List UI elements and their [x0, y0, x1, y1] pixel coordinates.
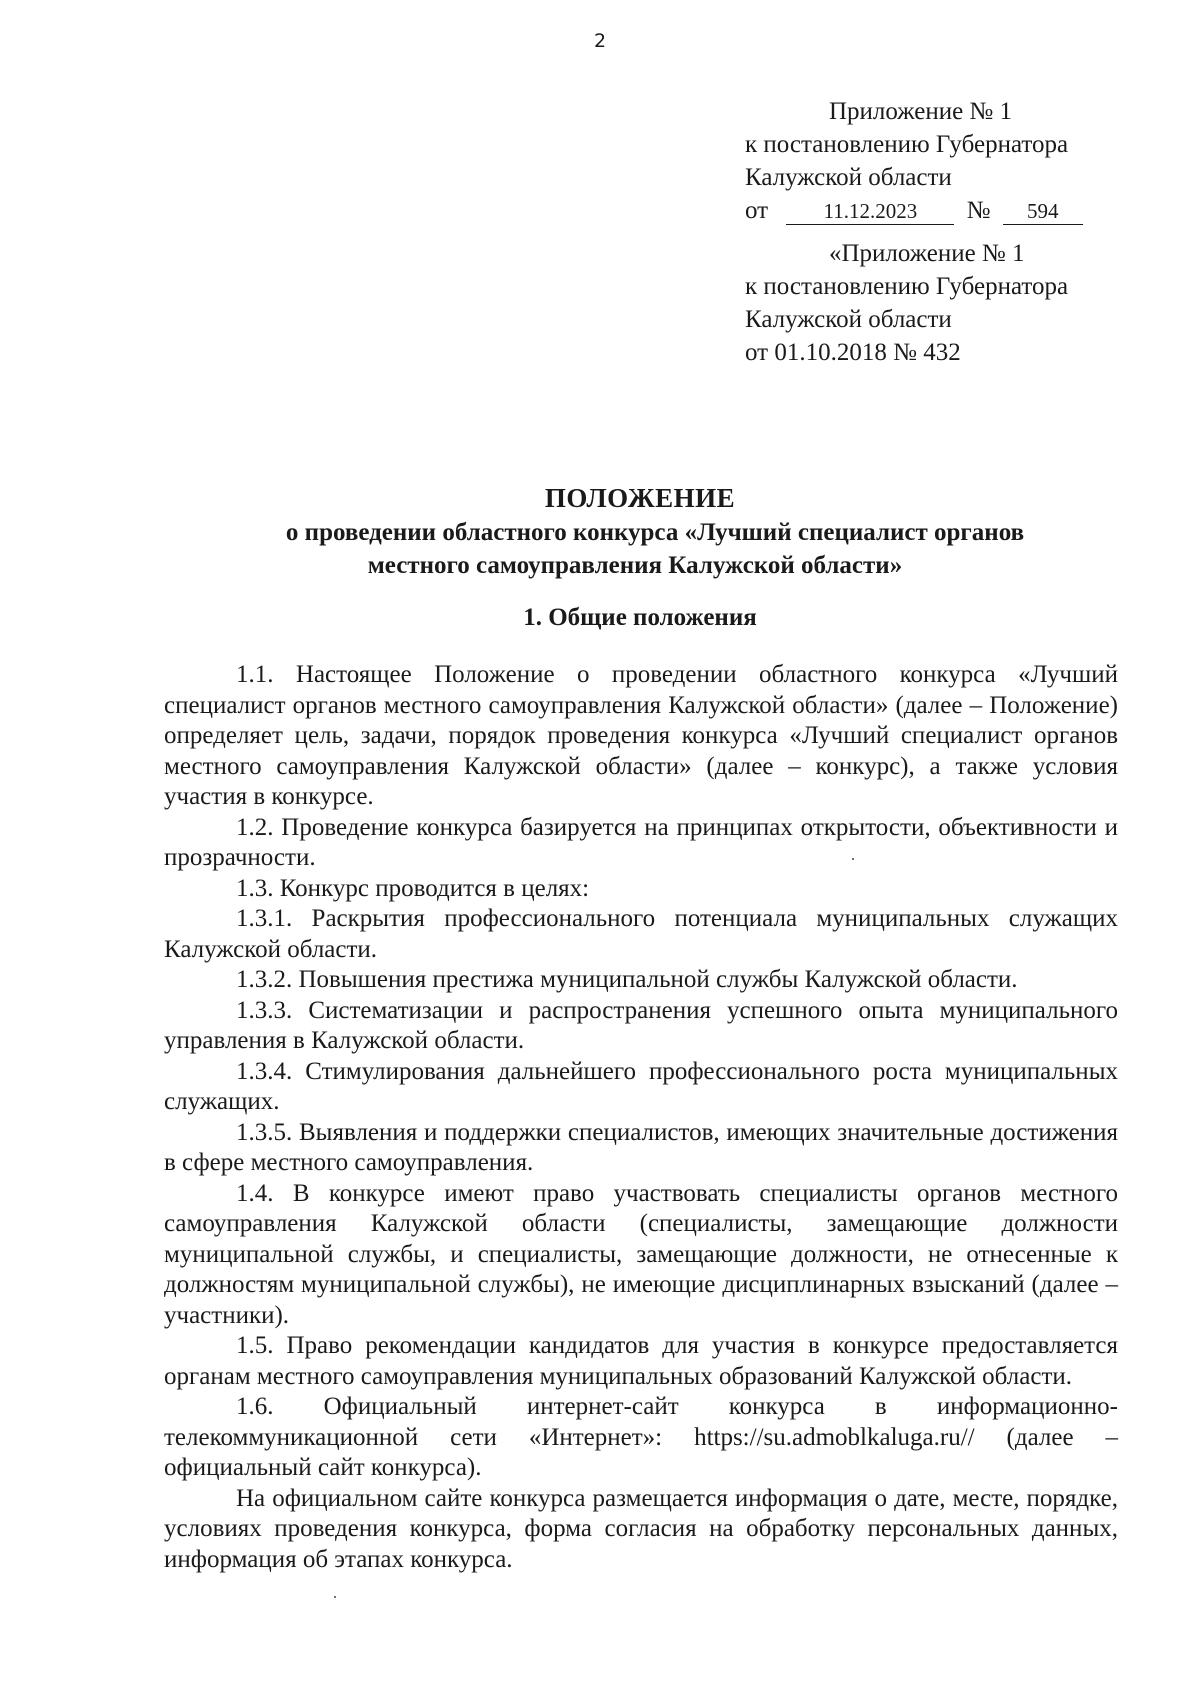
- date-field: 11.12.2023: [786, 198, 954, 225]
- appendix-new-block: [745, 95, 1145, 227]
- title-main: ПОЛОЖЕНИЕ: [544, 483, 736, 513]
- paragraph-site-info: На официальном сайте конкурса размещается информация о дате, месте, порядке, условиях проведения конкурса, форма согласия на обработку персональных данных, информация об этапах конкурса.: [164, 1484, 1118, 1573]
- appendix-new-region: Калужской области: [745, 164, 952, 191]
- title-subtitle-line1: о проведении областного конкурса «Лучший специалист органов: [285, 519, 1025, 546]
- appendix-old-title: «Приложение № 1: [829, 240, 1025, 267]
- section-heading: 1. Общие положения: [523, 604, 757, 631]
- date-prefix: от: [745, 197, 769, 224]
- appendix-new-resolution: к постановлению Губернатора: [745, 131, 1069, 158]
- appendix-old-resolution: к постановлению Губернатора: [745, 273, 1069, 300]
- paragraph-1-1: 1.1. Настоящее Положение о проведении областного конкурса «Лучший специалист органов местного самоуправления Калужской области» (далее – Положение) определяет цель, задачи, порядок проведения конкурса «Лучший специалист органов местного самоуправления Калужской области» (далее – конкурс), а также условия участия в конкурсе.: [164, 661, 1118, 810]
- appendix-new-date-line: [745, 194, 1145, 227]
- paragraph-1-4: 1.4. В конкурсе имеют право участвовать специалисты органов местного самоуправления Калужской области (специалисты, замещающие должности муниципальной службы, и специалисты, замещающие должности, не отнесенные к должностям муниципальной службы), не имеющие дисциплинарных взысканий (далее – участники).: [164, 1179, 1118, 1329]
- paragraph-1-6: 1.6. Официальный интернет-сайт конкурса в информационно-телекоммуникационной сети «Интернет»: https://su.admoblkaluga.ru// (далее – официальный сайт конкурса).: [164, 1393, 1118, 1481]
- document-title: [160, 482, 1120, 582]
- paragraph-1-3-1: 1.3.1. Раскрытия профессионального потенциала муниципальных служащих Калужской области.: [164, 905, 1118, 963]
- title-subtitle-line2: местного самоуправления Калужской области»: [367, 552, 903, 579]
- paragraph-1-5: 1.5. Право рекомендации кандидатов для участия в конкурсе предоставляется органам местного самоуправления муниципальных образований Калужской области.: [164, 1332, 1118, 1390]
- paragraph-1-3-3: 1.3.3. Систематизации и распространения успешного опыта муниципального управления в Калужской области.: [164, 996, 1118, 1054]
- paragraph-1-3-2: 1.3.2. Повышения престижа муниципальной службы Калужской области.: [236, 966, 1018, 993]
- paragraph-1-3-5: 1.3.5. Выявления и поддержки специалистов, имеющих значительные достижения в сфере местного самоуправления.: [164, 1118, 1118, 1176]
- scan-speck: [334, 1596, 336, 1598]
- paragraph-1-3: 1.3. Конкурс проводится в целях:: [236, 874, 590, 902]
- body-text: [164, 660, 1118, 1575]
- page-number: 2: [593, 30, 607, 52]
- number-sign: №: [966, 197, 991, 224]
- paragraph-1-3-4: 1.3.4. Стимулирования дальнейшего профессионального роста муниципальных служащих.: [164, 1057, 1118, 1115]
- appendix-new-title: Приложение № 1: [829, 98, 1013, 125]
- number-field: 594: [1003, 198, 1083, 225]
- appendix-old-region: Калужской области: [745, 306, 952, 333]
- scan-speck: [852, 858, 854, 860]
- appendix-old-date: от 01.10.2018 № 432: [745, 339, 961, 366]
- paragraph-1-2: 1.2. Проведение конкурса базируется на принципах открытости, объективности и прозрачности.: [164, 813, 1118, 871]
- appendix-old-block: [745, 237, 1145, 369]
